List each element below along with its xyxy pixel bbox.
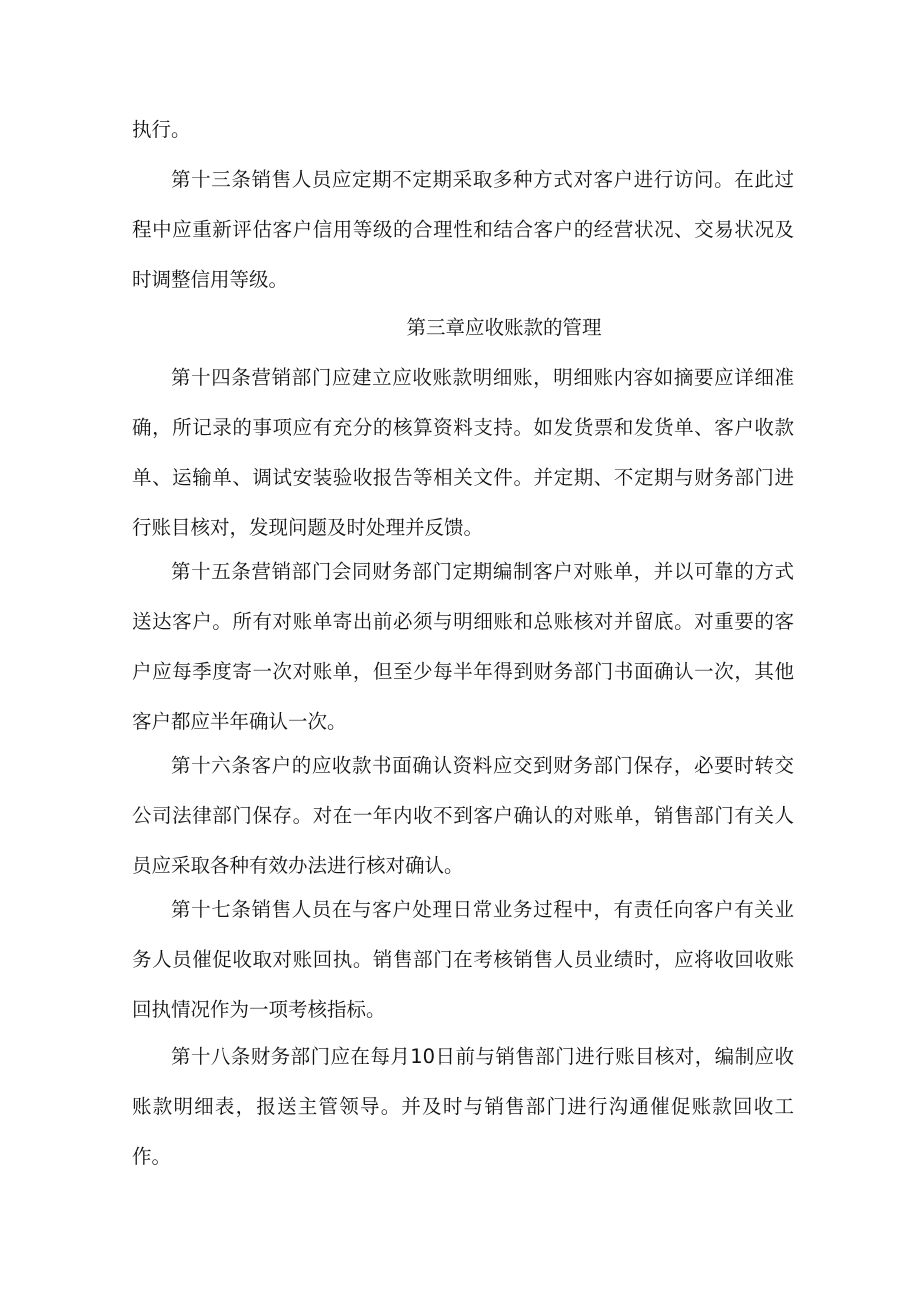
paragraph-continuation: 执行。: [132, 118, 191, 141]
article-17-paragraph: 第十七条销售人员在与客户处理日常业务过程中，有责任向客户有关业务人员催促收取对账回执。销售部门在考核销售人员业绩时，应将收回收账回执情况作为一项考核指标。: [132, 898, 794, 1021]
article-16-paragraph: 第十六条客户的应收款书面确认资料应交到财务部门保存，必要时转交公司法律部门保存。对在一年内收不到客户确认的对账单，销售部门有关人员应采取各种有效办法进行核对确认。: [132, 754, 794, 877]
article-13-paragraph: 第十三条销售人员应定期不定期采取多种方式对客户进行访问。在此过程中应重新评估客户信用等级的合理性和结合客户的经营状况、交易状况及时调整信用等级。: [132, 168, 794, 291]
chapter-title: 第三章应收账款的管理: [406, 316, 602, 339]
article-14-paragraph: 第十四条营销部门应建立应收账款明细账，明细账内容如摘要应详细准确，所记录的事项应有充分的核算资料支持。如发货票和发货单、客户收款单、运输单、调试安装验收报告等相关文件。并定期、不定期与财务部门进行账目核对，发现问题及时处理并反馈。: [132, 366, 794, 539]
article-15-paragraph: 第十五条营销部门会同财务部门定期编制客户对账单，并以可靠的方式送达客户。所有对账单寄出前必须与明细账和总账核对并留底。对重要的客户应每季度寄一次对账单，但至少每半年得到财务部门书面确认一次，其他客户都应半年确认一次。: [132, 560, 794, 733]
article-18-paragraph: 第十八条财务部门应在每月10日前与销售部门进行账目核对，编制应收账款明细表，报送主管领导。并及时与销售部门进行沟通催促账款回收工作。: [132, 1045, 794, 1168]
